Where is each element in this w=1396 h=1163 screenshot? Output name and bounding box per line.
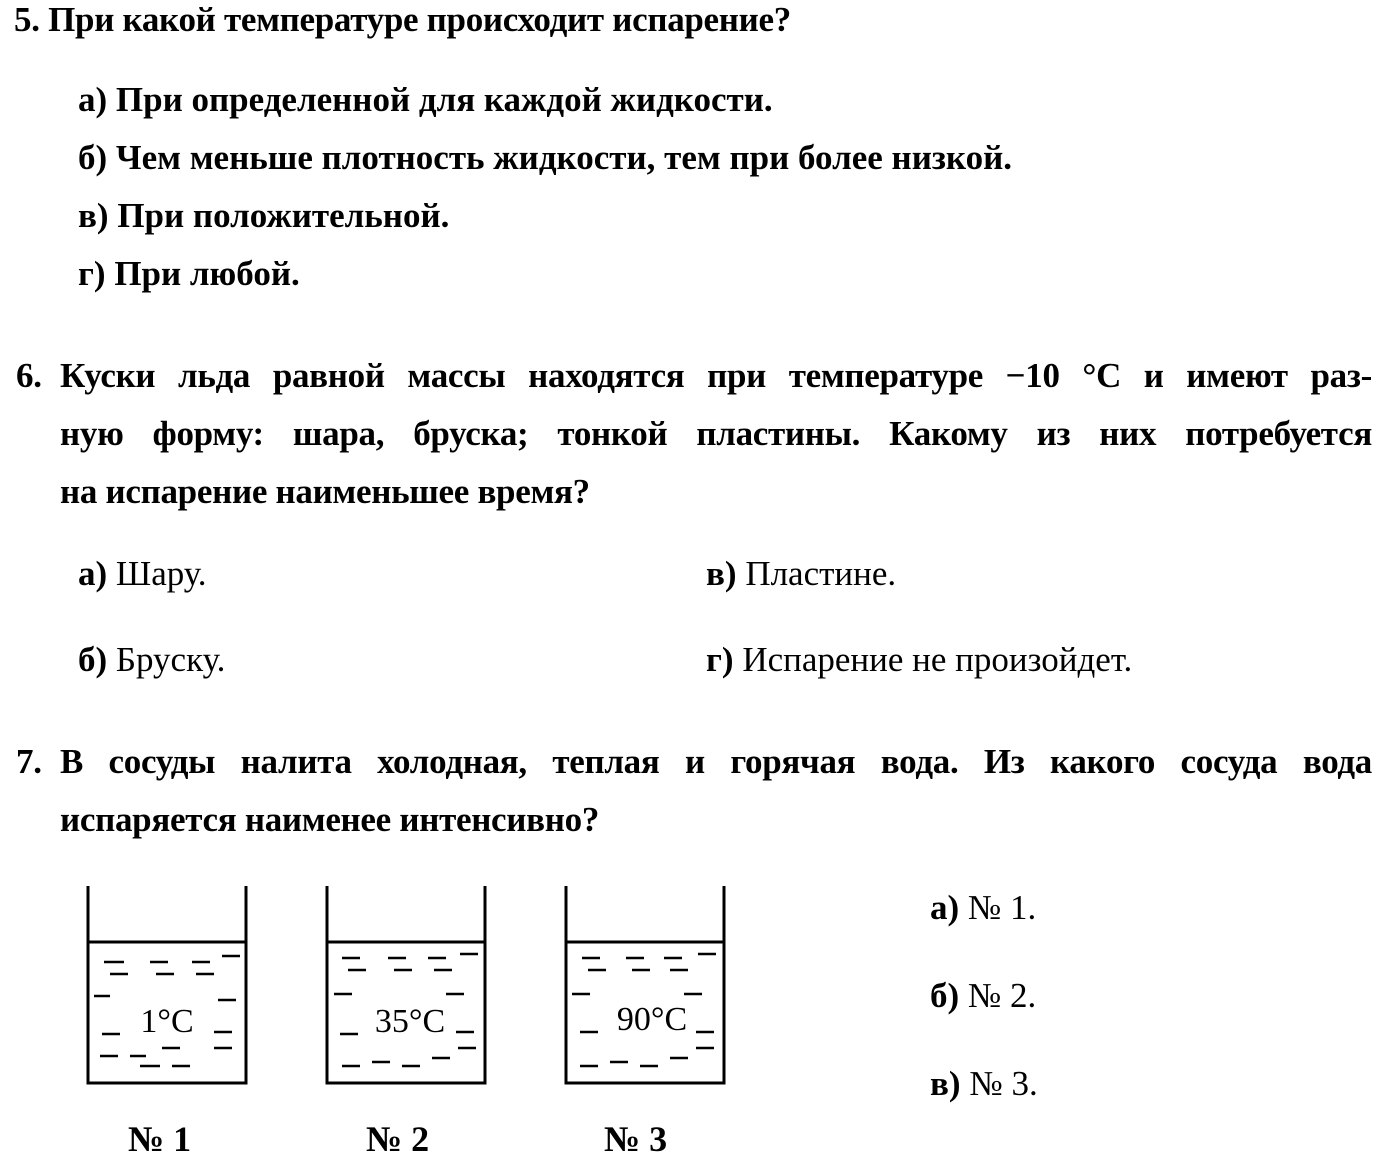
option-letter: а) xyxy=(78,554,108,593)
option-letter: в) xyxy=(78,196,109,235)
question-6-number: 6. xyxy=(16,356,42,395)
vessel-1-label: № 1 xyxy=(128,1119,192,1159)
vessel-2 xyxy=(327,886,485,1083)
option-text: Пластине. xyxy=(745,554,897,593)
question-5-stem xyxy=(14,0,791,40)
vessel-3 xyxy=(566,886,724,1083)
option-letter: а) xyxy=(930,888,960,927)
option-text: Чем меньше плотность жидкости, тем при более низкой. xyxy=(115,138,1013,177)
option-letter: в) xyxy=(706,554,737,593)
vessel-3-temperature: 90°C xyxy=(616,1001,688,1038)
option-letter: г) xyxy=(78,254,106,293)
question-6-option-d[interactable] xyxy=(706,640,1132,680)
question-7-option-c[interactable] xyxy=(930,1064,1038,1104)
option-letter: в) xyxy=(930,1064,961,1103)
option-text: При положительной. xyxy=(117,196,450,235)
question-5-option-a[interactable] xyxy=(78,80,773,120)
question-6-line-3: на испарение наименьшее время? xyxy=(60,472,590,511)
question-7-option-b[interactable] xyxy=(930,976,1036,1016)
question-7-number: 7. xyxy=(16,742,42,781)
question-5-option-c[interactable] xyxy=(78,196,449,236)
option-text: Испарение не произойдет. xyxy=(742,640,1133,679)
question-6-line-2: ную форму: шара, бруска; тонкой пластины. Какому из них потребуется xyxy=(60,414,1372,453)
question-7-line-1: В сосуды налита холодная, теплая и горячая вода. Из какого сосуда вода xyxy=(60,742,1372,781)
question-6-option-b[interactable] xyxy=(78,640,225,680)
question-5-text: При какой температуре происходит испарение? xyxy=(48,0,791,39)
question-5-option-b[interactable] xyxy=(78,138,1012,178)
option-text: При любой. xyxy=(114,254,300,293)
question-5-option-d[interactable] xyxy=(78,254,300,294)
vessel-2-label: № 2 xyxy=(366,1119,430,1159)
option-letter: б) xyxy=(78,138,108,177)
option-text: № 2. xyxy=(967,976,1037,1015)
vessel-1-temperature: 1°C xyxy=(140,1003,194,1040)
option-text: При определенной для каждой жидкости. xyxy=(115,80,773,119)
vessel-2-temperature: 35°C xyxy=(374,1003,446,1040)
question-7-option-a[interactable] xyxy=(930,888,1036,928)
option-text: Шару. xyxy=(115,554,207,593)
question-7-line-2: испаряется наименее интенсивно? xyxy=(60,800,600,839)
option-letter: г) xyxy=(706,640,734,679)
vessel-3-label: № 3 xyxy=(604,1119,668,1159)
question-6-option-c[interactable] xyxy=(706,554,896,594)
vessel-1 xyxy=(88,886,246,1083)
question-6-line-1: Куски льда равной массы находятся при температуре −10 °С и имеют раз- xyxy=(60,356,1372,395)
question-5-number: 5. xyxy=(14,0,40,39)
option-letter: а) xyxy=(78,80,108,119)
option-text: № 3. xyxy=(969,1064,1038,1103)
option-letter: б) xyxy=(930,976,960,1015)
question-6-option-a[interactable] xyxy=(78,554,207,594)
option-text: № 1. xyxy=(967,888,1037,927)
option-text: Бруску. xyxy=(115,640,226,679)
vessels-illustration xyxy=(0,870,760,1100)
option-letter: б) xyxy=(78,640,108,679)
